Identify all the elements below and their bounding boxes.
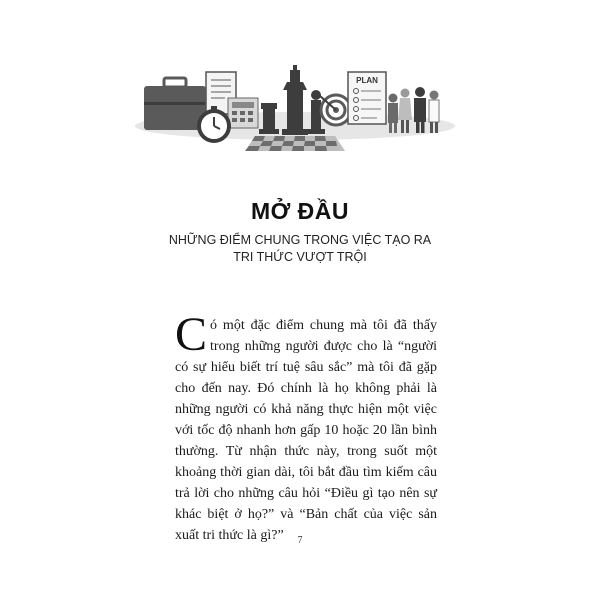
business-strategy-illustration (130, 58, 460, 163)
page-number: 7 (297, 535, 303, 546)
dropcap-letter: C (175, 308, 208, 361)
body-paragraph (175, 308, 437, 546)
plan-board-icon (348, 72, 386, 124)
chess-pieces-icon (259, 65, 325, 135)
plan-label: PLAN (356, 76, 378, 85)
chapter-title: MỞ ĐẦU (251, 198, 349, 224)
calculator-icon (228, 98, 258, 128)
chapter-subtitle (0, 232, 600, 266)
chapter-subtitle-line: TRI THỨC VƯỢT TRỘI (233, 250, 367, 264)
chessboard-icon (245, 136, 345, 151)
chapter-subtitle-line: NHỮNG ĐIỂM CHUNG TRONG VIỆC TẠO RA (168, 233, 432, 247)
target-icon (320, 95, 351, 125)
briefcase-icon (144, 78, 206, 130)
body-paragraph-text: ó một đặc điểm chung mà tôi đã thấy trong những người được cho là “người có sự hiểu biết trí tuệ sâu sắc” mà tôi đã gặp cho đến nay. Đó chính là họ không phải là những người có khả năng thực hiện một việc với tốc độ nhanh hơn gấp 10 hoặc 20 lần bình thường. Từ nhận thức này, trong suốt một khoảng thời gian dài, tôi bắt đầu tìm kiếm câu trả lời cho những câu hỏi “Điều gì tạo nên sự khác biệt ở họ?” và “Bản chất của việc sản xuất tri thức là gì?” (175, 318, 437, 543)
